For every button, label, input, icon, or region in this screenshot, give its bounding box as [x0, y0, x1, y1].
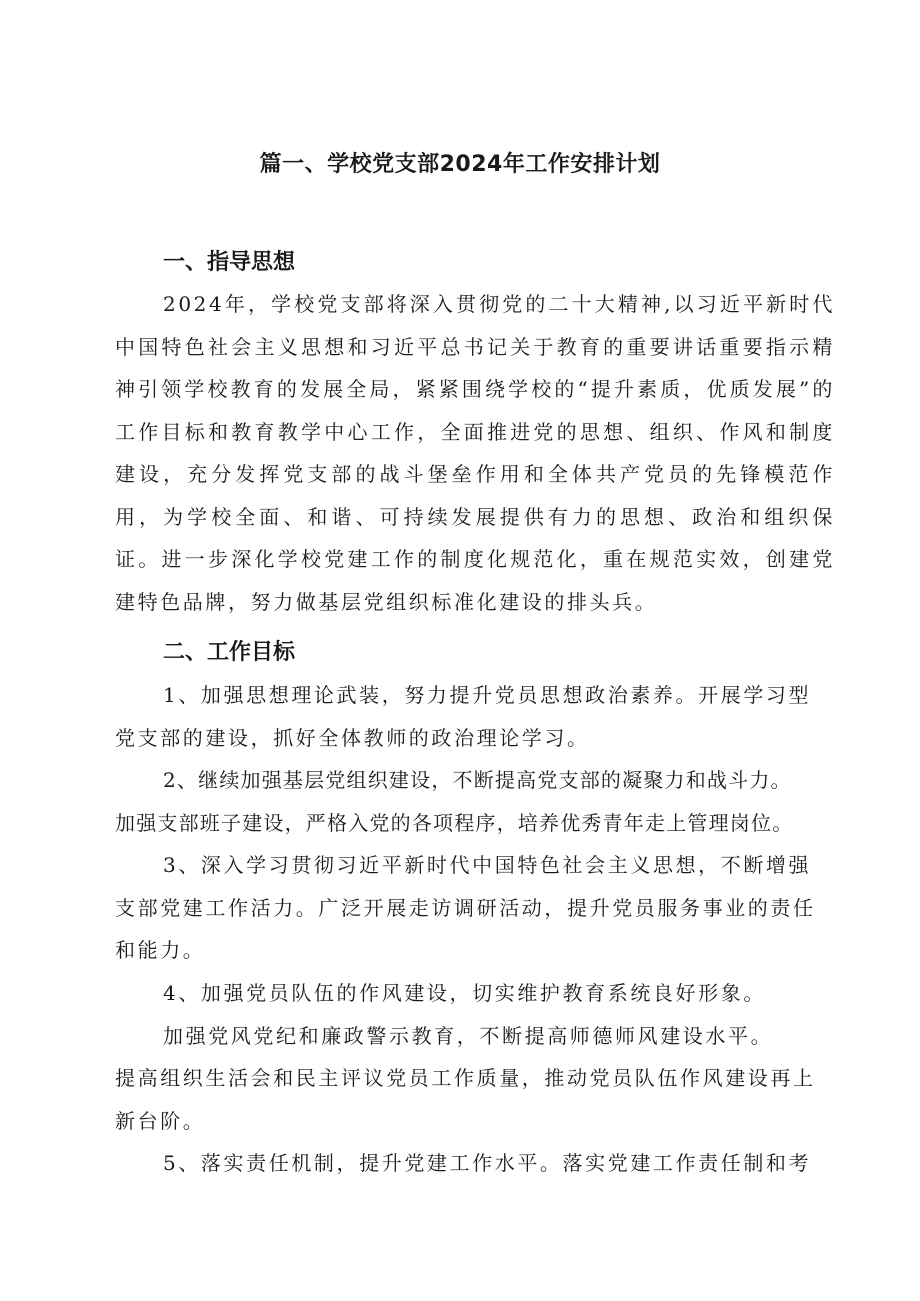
goal-3-line-2: 支部党建工作活力。广泛开展走访调研活动，提升党员服务事业的责任 [115, 896, 816, 920]
goal-2-line-2: 加强支部班子建设，严格入党的各项程序，培养优秀青年走上管理岗位。 [115, 811, 794, 835]
goal-1-line-2: 党支部的建设，抓好全体教师的政治理论学习。 [115, 726, 590, 750]
goal-4-line-2: 加强党风党纪和廉政警示教育，不断提高师德师风建设水平。 [163, 1024, 774, 1048]
section-heading-guiding-ideology: 一、指导思想 [163, 250, 296, 275]
section-heading-work-goals: 二、工作目标 [163, 640, 296, 665]
goal-3-line-1: 3、深入学习贯彻习近平新时代中国特色社会主义思想，不断增强 [163, 853, 812, 877]
document-title: 篇一、学校党支部2024年工作安排计划 [259, 152, 661, 177]
goal-2-line-1: 2、继续加强基层党组织建设，不断提高党支部的凝聚力和战斗力。 [163, 768, 792, 792]
goal-4-line-3: 提高组织生活会和民主评议党员工作质量，推动党员队伍作风建设再上 [115, 1066, 816, 1090]
goal-4-line-1: 4、加强党员队伍的作风建设，切实维护教育系统良好形象。 [163, 981, 766, 1005]
goal-1-line-1: 1、加强思想理论武装，努力提升党员思想政治素养。开展学习型 [163, 683, 812, 707]
goal-5-line-1: 5、落实责任机制，提升党建工作水平。落实党建工作责任制和考 [163, 1151, 812, 1175]
goal-4-line-4: 新台阶。 [115, 1109, 206, 1133]
guiding-ideology-paragraph [115, 283, 835, 623]
guiding-ideology-text: 2024年，学校党支部将深入贯彻党的二十大精神,以习近平新时代中国特色社会主义思想和习近平总书记关于教育的重要讲话重要指示精神引领学校教育的发展全局，紧紧围绕学校的“提升素质，优质发展”的工作目标和教育教学中心工作，全面推进党的思想、组织、作风和制度建设，充分发挥党支部的战斗堡垒作用和全体共产党员的先锋模范作用，为学校全面、和谐、可持续发展提供有力的思想、政治和组织保证。进一步深化学校党建工作的制度化规范化，重在规范实效，创建党建特色品牌，努力做基层党组织标准化建设的排头兵。 [115, 292, 835, 614]
goal-3-line-3: 和能力。 [115, 938, 206, 962]
